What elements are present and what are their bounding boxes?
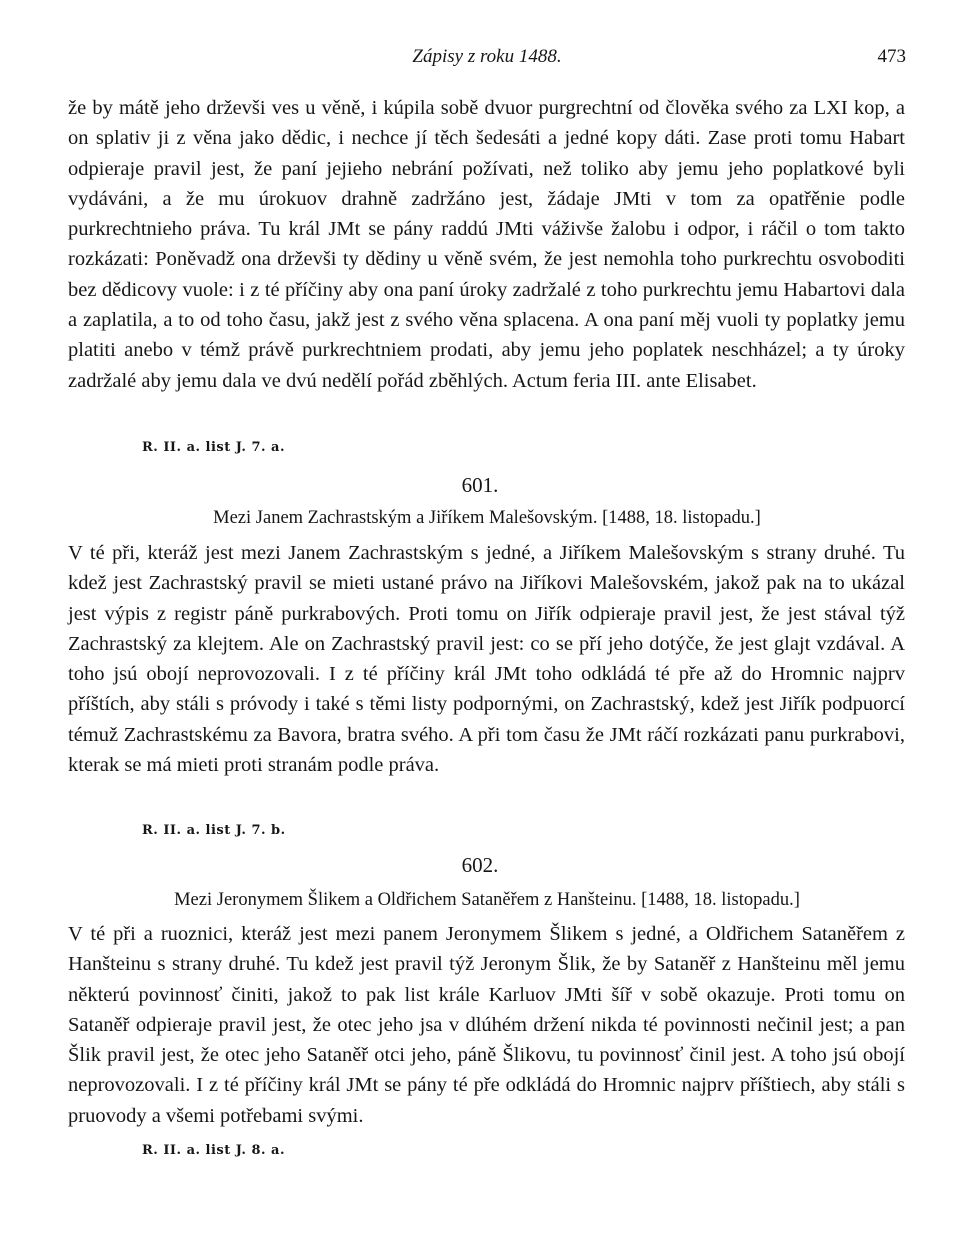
page-header	[68, 46, 906, 76]
entry-body-602: V té při a ruoznici, kteráž jest mezi panem Jeronymem Šlikem s jedné, a Oldřichem Sataněřem z Hanšteinu s strany druhé. Tu kdež jest pravil týž Jeronym Šlik, že by Sataněř z Hanšteinu měl jemu některú povinnosť činiti, jakož to pak list krále Karluov JMti šíř v sobě okazuje. Proti tomu on Sataněř odpieraje pravil jest, že otec jeho jsa v dlúhém držení nikda té povinnosti nečinil jest; a pan Šlik pravil jest, že otec jeho Sataněř otci jeho, páně Šlikovu, tu povinnosť činil jest. A toho jsú obojí neprovozovali. I z té příčiny král JMt se pány té pře odkládá do Hromnic najprv příštiech, aby stáli s pruovody a všemi potřebami svými.	[68, 923, 905, 1127]
running-title: Zápisy z roku 1488.	[412, 46, 562, 67]
entry-number-602: 602.	[461, 853, 499, 877]
entry-heading-601: Mezi Janem Zachrastským a Jiříkem Malešovským. [1488, 18. listopadu.]	[213, 508, 761, 528]
entry-number-601: 601.	[461, 473, 499, 497]
page-number: 473	[877, 46, 906, 67]
entry-heading-602: Mezi Jeronymem Šlikem a Oldřichem Sataněřem z Hanšteinu. [1488, 18. listopadu.]	[174, 890, 800, 910]
body-paragraph-continued: že by mátě jeho drževši ves u věně, i kúpila sobě dvuor purgrechtní od člověka svého za LXI kop, a on splativ ji z věna jako dědic, i nechce jí těch šedesáti a jedné kopy dáti. Zase proti tomu Habart odpieraje pravil jest, že paní jejieho nebrání požívati, než toliko aby jemu jeho poplatkové byli vydáváni, a že mu úrokuov drahně zadržáno jest, žádaje JMti v tom za opatřěnie podle purkrechtnieho práva. Tu král JMt se pány raddú JMti váživše žalobu i odpor, i ráčil o tom takto rozkázati: Poněvadž ona drževši ty dědiny u věně svém, že jest nemohla toho purkrechtu osvoboditi bez dědicovy vuole: i z té příčiny aby ona paní úroky zadržalé z toho purkrechtu jemu Habartovi dala a zaplatila, a to od toho času, jakž jest z svého věna splacena. A ona paní měj vuoli ty poplatky jemu platiti anebo v témž právě purkrechtniem prodati, aby jemu jeho poplatek neschházel; a ty úroky zadržalé aby jemu dala ve dvú nedělí pořád zběhlých. Actum feria III. ante Elisabet.	[68, 97, 905, 392]
source-reference-602: R. II. a. list J. 8. a.	[142, 1143, 286, 1158]
entry-body-601: V té při, kteráž jest mezi Janem Zachrastským s jedné, a Jiříkem Malešovským s strany druhé. Tu kdež jest Zachrastský pravil se mieti ustané právo na Jiříkovi Malešovském, jakož pak na to ukázal jest výpis z registr páně purkrabových. Proti tomu on Jiřík odpieraje pravil jest, že jest stával týž Zachrastský za klejtem. Ale on Zachrastský pravil jest: co se pří jeho dotýče, že jest glajt vzdával. A toho jsú obojí neprovozovali. I z té příčiny král JMt toho odkládá té pře až do Hromnic najprv příštích, aby stáli s próvody i také s těmi listy podpornými, on Zachrastský, kdež jest Jiřík podpuorcí témuž Zachrastskému za Bavora, bratra svého. A při tom času že JMt ráčí rozkázati panu purkrabovi, kterak se má mieti proti stranám podle práva.	[68, 542, 905, 777]
source-reference-601: R. II. a. list J. 7. b.	[142, 823, 286, 838]
source-reference: R. II. a. list J. 7. a.	[142, 440, 286, 455]
